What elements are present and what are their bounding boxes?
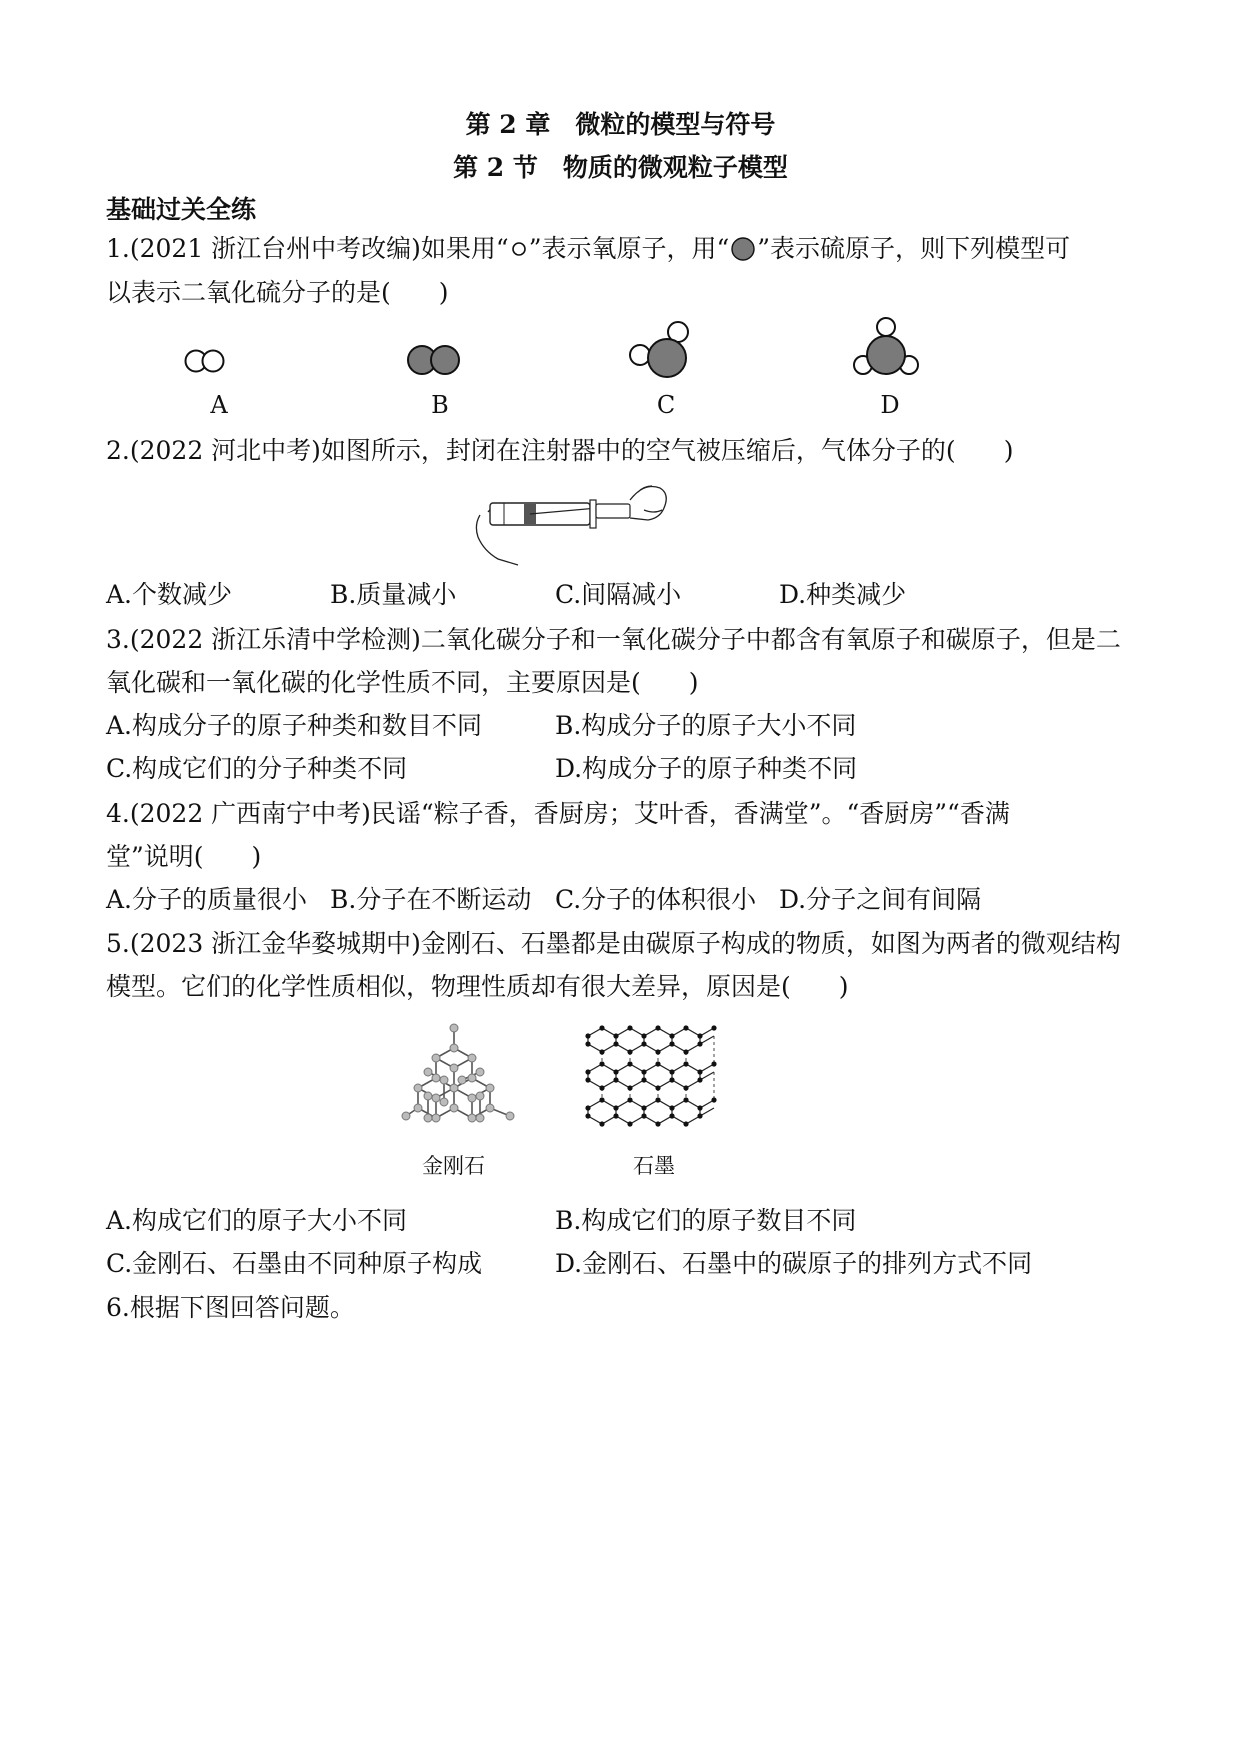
- oxygen-atom-icon: [509, 239, 529, 259]
- q5-line2-text: 模型。它们的化学性质相似，物理性质却有很大差异，原因是(: [106, 972, 791, 1001]
- q5-option-c: C.金刚石、石墨由不同种原子构成: [106, 1249, 483, 1278]
- q1-paren-close: ): [438, 278, 449, 307]
- q3-paren-close: ): [688, 668, 699, 697]
- graphite-label: 石墨: [633, 1154, 675, 1178]
- q1-line2-text: 以表示二氧化硫分子的是(: [106, 278, 391, 307]
- q1-option-b-model: [403, 338, 465, 382]
- practice-heading: 基础过关全练: [106, 195, 257, 224]
- q4-line2: [106, 840, 261, 874]
- q1-option-d-label: D: [880, 391, 900, 419]
- q4-line2-text: 堂”说明(: [106, 842, 204, 871]
- q2-stem: [106, 434, 1013, 468]
- q5-option-d: D.金刚石、石墨中的碳原子的排列方式不同: [555, 1249, 1033, 1278]
- q1-option-a-label: A: [210, 391, 228, 419]
- q2-option-d: D.种类减少: [779, 580, 907, 609]
- q1-text-b: ”表示氧原子，用“: [528, 234, 730, 263]
- q4-option-b: B.分子在不断运动: [330, 885, 532, 914]
- q3-line2: [106, 666, 699, 700]
- q3-option-d: D.构成分子的原子种类不同: [555, 754, 858, 783]
- q4-paren-close: ): [251, 842, 262, 871]
- q4-option-d: D.分子之间有间隔: [779, 885, 982, 914]
- chapter-title: 第 2 章 微粒的模型与符号: [465, 110, 776, 139]
- sulfur-atom-icon: [729, 235, 757, 263]
- q4-option-c: C.分子的体积很小: [555, 885, 757, 914]
- q5-line2: [106, 970, 849, 1004]
- diamond-structure-figure: [392, 1020, 522, 1130]
- q5-paren-close: ): [838, 972, 849, 1001]
- q2-option-a: A.个数减少: [106, 580, 233, 609]
- q1-option-a-model: [180, 340, 230, 380]
- q3-line2-text: 氧化碳和一氧化碳的化学性质不同，主要原因是(: [106, 668, 641, 697]
- q4-option-a: A.分子的质量很小: [106, 885, 308, 914]
- q2-option-c: C.间隔减小: [555, 580, 682, 609]
- q2-text: 2.(2022 河北中考)如图所示，封闭在注射器中的空气被压缩后，气体分子的(: [106, 436, 956, 465]
- q5-option-b: B.构成它们的原子数目不同: [555, 1206, 857, 1235]
- q2-option-b: B.质量减小: [330, 580, 457, 609]
- q1-option-d-model: [850, 316, 922, 382]
- q1-line1: [106, 232, 1070, 266]
- q5-line1: 5.(2023 浙江金华婺城期中)金刚石、石墨都是由碳原子构成的物质，如图为两者的微观结构: [106, 929, 1121, 958]
- graphite-structure-figure: [580, 1014, 720, 1138]
- q1-text-a: 1.(2021 浙江台州中考改编)如果用“: [106, 234, 509, 263]
- q1-option-c-model: [626, 318, 698, 382]
- diamond-label: 金刚石: [422, 1154, 485, 1178]
- q6-stem: 6.根据下图回答问题。: [106, 1293, 355, 1322]
- section-title: 第 2 节 物质的微观粒子模型: [453, 153, 788, 182]
- q1-option-b-label: B: [431, 391, 449, 419]
- q5-option-a: A.构成它们的原子大小不同: [106, 1206, 408, 1235]
- q1-option-c-label: C: [656, 391, 676, 419]
- q3-option-c: C.构成它们的分子种类不同: [106, 754, 408, 783]
- q3-line1: 3.(2022 浙江乐清中学检测)二氧化碳分子和一氧化碳分子中都含有氧原子和碳原子，但是二: [106, 625, 1121, 654]
- q3-option-b: B.构成分子的原子大小不同: [555, 711, 857, 740]
- q4-line1: 4.(2022 广西南宁中考)民谣“粽子香，香厨房；艾叶香，香满堂”。“香厨房”“香满: [106, 799, 1010, 828]
- q2-paren-close: ): [1003, 436, 1014, 465]
- q1-text-c: ”表示硫原子，则下列模型可: [757, 234, 1071, 263]
- q1-line2: [106, 276, 449, 310]
- syringe-figure: [470, 470, 670, 566]
- q3-option-a: A.构成分子的原子种类和数目不同: [106, 711, 483, 740]
